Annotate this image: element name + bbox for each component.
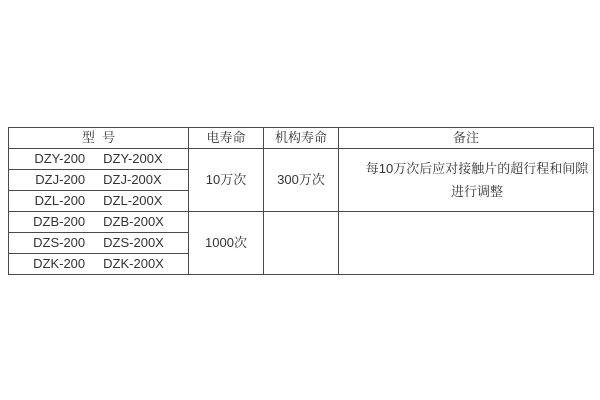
model-name-x: DZJ-200X (103, 172, 162, 188)
model-name: DZY-200 (34, 151, 86, 167)
remarks-line-1: 每10万次后应对接触片的超行程和间隙 (365, 161, 589, 176)
header-electrical-life: 电寿命 (189, 128, 264, 149)
table-row (9, 149, 594, 170)
model-name: DZL-200 (34, 193, 86, 209)
remarks-line-2: 进行调整 (450, 184, 503, 199)
model-cell (9, 170, 189, 191)
electrical-life-group1-cell: 10万次 (189, 149, 264, 212)
model-name-x: DZY-200X (103, 151, 163, 167)
model-cell (9, 233, 189, 254)
mechanical-life-group2-cell (264, 212, 339, 275)
model-pair (9, 256, 188, 272)
model-cell (9, 149, 189, 170)
table-row (9, 212, 594, 233)
model-name-x: DZL-200X (103, 193, 163, 209)
model-cell (9, 191, 189, 212)
model-name-x: DZB-200X (103, 214, 164, 230)
model-pair (9, 193, 188, 209)
model-cell (9, 212, 189, 233)
model-cell (9, 254, 189, 275)
model-pair (9, 214, 188, 230)
model-pair (9, 235, 188, 251)
remarks-group2-cell (339, 212, 594, 275)
header-row (9, 128, 594, 149)
remarks-group1-cell (339, 149, 594, 212)
model-name: DZS-200 (33, 235, 86, 251)
header-model: 型 号 (9, 128, 189, 149)
model-name-x: DZK-200X (103, 256, 164, 272)
model-name-x: DZS-200X (103, 235, 164, 251)
header-mechanical-life: 机构寿命 (264, 128, 339, 149)
spec-table (8, 127, 594, 275)
model-name: DZJ-200 (35, 172, 86, 188)
model-name: DZB-200 (33, 214, 86, 230)
header-remarks: 备注 (339, 128, 594, 149)
model-name: DZK-200 (33, 256, 86, 272)
model-pair (9, 172, 188, 188)
electrical-life-group2-cell: 1000次 (189, 212, 264, 275)
model-pair (9, 151, 188, 167)
mechanical-life-group1-cell: 300万次 (264, 149, 339, 212)
